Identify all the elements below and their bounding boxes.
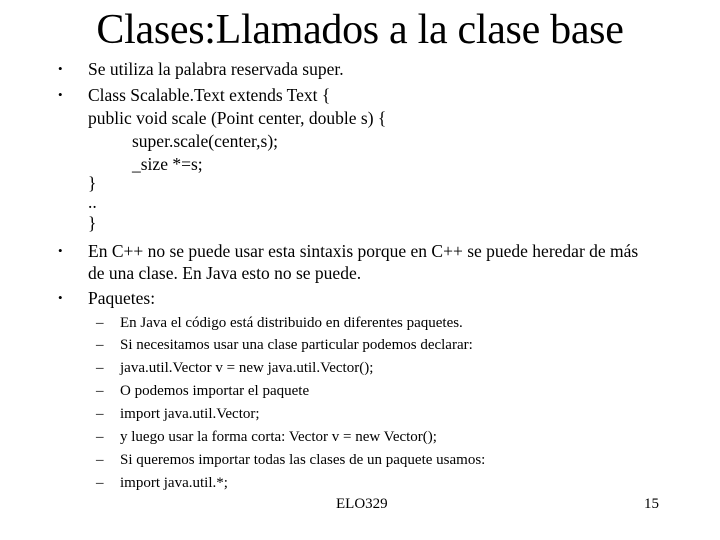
footer-page-number: 15 [644,496,659,512]
bullet-text-class-decl: Class Scalable.Text extends Text { [88,85,331,105]
sub-bullet-marker: – [96,406,104,422]
sub-bullet-marker: – [96,429,104,445]
sub-bullet-marker: – [96,360,104,376]
bullet-text-super: Se utiliza la palabra reservada super. [88,59,344,79]
sub-item: import java.util.Vector; [120,406,260,422]
code-line-close-class: } [88,213,97,233]
bullet-marker: • [58,61,63,76]
sub-item: y luego usar la forma corta: Vector v = new Vector(); [120,429,437,445]
bullet-marker: • [58,243,63,258]
sub-item: Si queremos importar todas las clases de un paquete usamos: [120,452,486,468]
sub-item: En Java el código está distribuido en diferentes paquetes. [120,315,463,331]
code-line-ellipsis: .. [88,192,97,212]
sub-bullet-marker: – [96,337,104,353]
slide-title: Clases:Llamados a la clase base [96,7,624,53]
sub-item: import java.util.*; [120,475,228,491]
sub-item: java.util.Vector v = new java.util.Vector(); [120,360,374,376]
bullet-text-cpp-continuation: de una clase. En Java esto no se puede. [88,263,362,283]
bullet-text-cpp: En C++ no se puede usar esta sintaxis porque en C++ se puede heredar de más [88,241,639,261]
bullet-text-paquetes: Paquetes: [88,288,156,308]
code-line-close-method: } [88,173,97,193]
sub-bullet-marker: – [96,452,104,468]
bullet-marker: • [58,290,63,305]
code-line-method-signature: public void scale (Point center, double s) { [88,108,387,128]
sub-bullet-marker: – [96,315,104,331]
bullet-marker: • [58,87,63,102]
sub-item: O podemos importar el paquete [120,383,310,399]
sub-item: Si necesitamos usar una clase particular podemos declarar: [120,337,473,353]
code-line-super-call: super.scale(center,s); [132,131,279,151]
footer-course: ELO329 [336,496,388,512]
sub-bullet-marker: – [96,383,104,399]
code-line-size: _size *=s; [132,154,203,174]
sub-bullet-marker: – [96,475,104,491]
